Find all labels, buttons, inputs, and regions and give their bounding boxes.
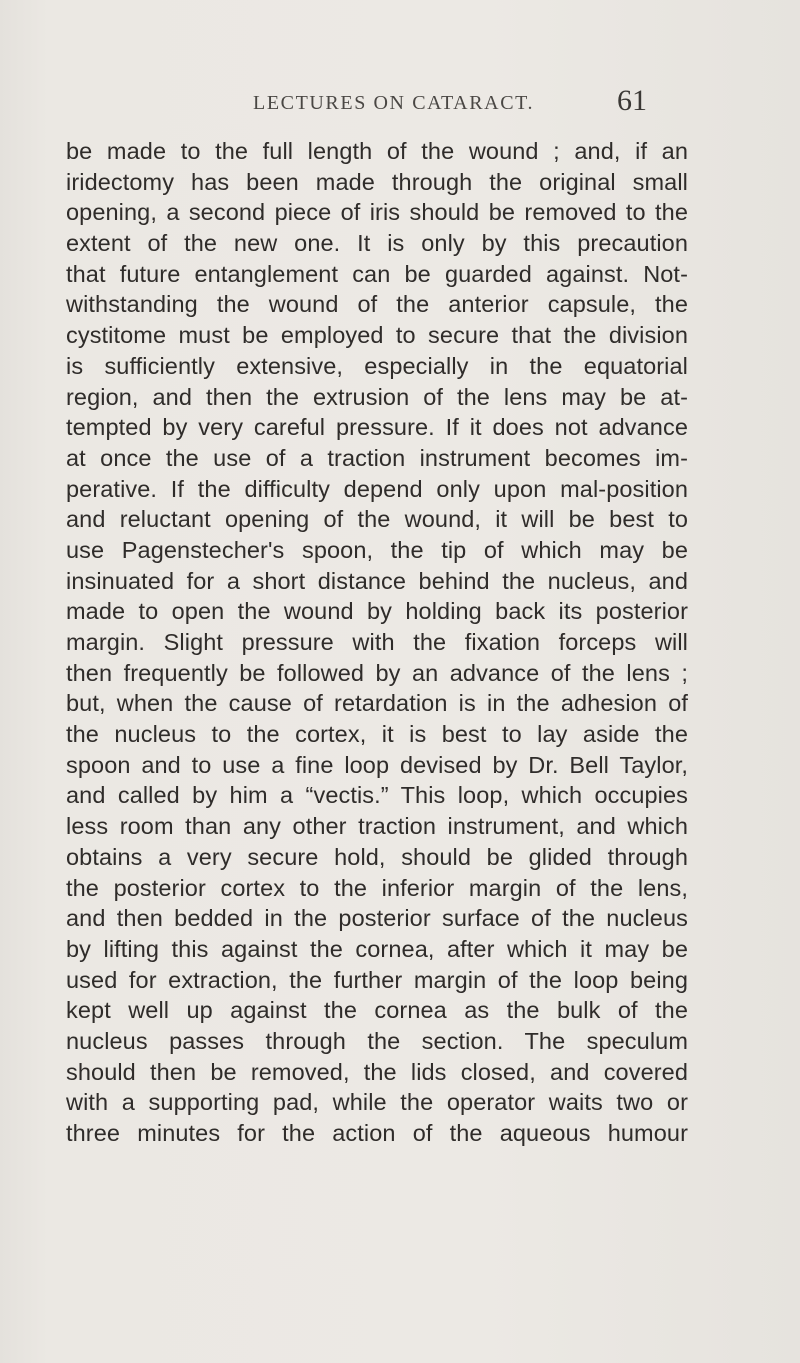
- body-paragraph: [66, 136, 688, 1149]
- text-line: spoon and to use a fine loop devised by Dr. Bell Taylor,: [66, 751, 688, 778]
- text-line: with a supporting pad, while the operator waits two or: [66, 1089, 688, 1116]
- text-line: at once the use of a traction instrument becomes im-: [66, 444, 688, 471]
- text-line: by lifting this against the cornea, after which it may be: [66, 935, 688, 962]
- text-line: the nucleus to the cortex, it is best to lay aside the: [66, 721, 688, 748]
- page-number: 61: [617, 84, 647, 117]
- text-line: and reluctant opening of the wound, it will be best to: [66, 506, 688, 533]
- text-line: tempted by very careful pressure. If it does not advance: [66, 414, 688, 441]
- text-line: and then bedded in the posterior surface of the nucleus: [66, 905, 688, 932]
- text-line: nucleus passes through the section. The speculum: [66, 1027, 688, 1054]
- text-line: the posterior cortex to the inferior margin of the lens,: [66, 874, 688, 901]
- text-line: cystitome must be employed to secure that the division: [66, 322, 688, 349]
- running-title: LECTURES ON CATARACT.: [253, 92, 535, 114]
- text-line: should then be removed, the lids closed, and covered: [66, 1058, 688, 1085]
- text-line: but, when the cause of retardation is in the adhesion of: [66, 690, 688, 717]
- text-line: extent of the new one. It is only by this precaution: [66, 230, 688, 257]
- text-line: made to open the wound by holding back its posterior: [66, 598, 688, 625]
- text-line: less room than any other traction instrument, and which: [66, 813, 688, 840]
- text-line: kept well up against the cornea as the bulk of the: [66, 997, 688, 1024]
- text-line: obtains a very secure hold, should be glided through: [66, 843, 688, 870]
- text-line: be made to the full length of the wound ; and, if an: [66, 138, 688, 164]
- text-line: insinuated for a short distance behind the nucleus, and: [66, 567, 688, 594]
- text-line: use Pagenstecher's spoon, the tip of which may be: [66, 536, 688, 563]
- text-line: opening, a second piece of iris should be removed to the: [66, 199, 688, 226]
- text-line: perative. If the difficulty depend only upon mal-position: [66, 475, 688, 502]
- text-line: then frequently be followed by an advance of the lens ;: [66, 659, 688, 686]
- text-line: and called by him a “vectis.” This loop, which occupies: [66, 782, 688, 809]
- text-line: iridectomy has been made through the original small: [66, 168, 688, 195]
- text-line: is sufficiently extensive, especially in the equatorial: [66, 352, 688, 379]
- text-line: margin. Slight pressure with the fixation forceps will: [66, 629, 688, 655]
- text-line: region, and then the extrusion of the lens may be at-: [66, 383, 688, 410]
- text-line: that future entanglement can be guarded against. Not-: [66, 260, 688, 287]
- running-head: [0, 84, 800, 128]
- text-line: withstanding the wound of the anterior capsule, the: [66, 291, 688, 318]
- text-line: three minutes for the action of the aqueous humour: [66, 1120, 688, 1146]
- text-line: used for extraction, the further margin of the loop being: [66, 966, 688, 993]
